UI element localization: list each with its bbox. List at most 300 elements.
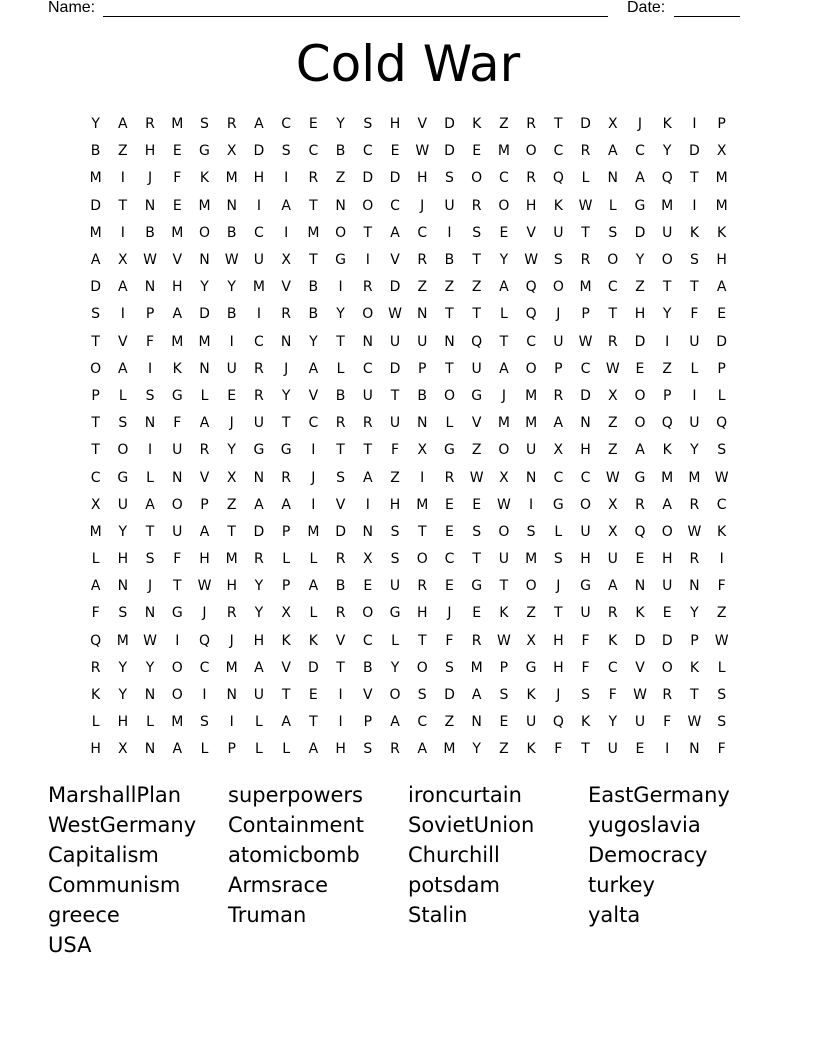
- grid-letter[interactable]: C: [390, 197, 400, 214]
- grid-letter[interactable]: T: [472, 551, 481, 568]
- grid-letter[interactable]: K: [526, 687, 536, 704]
- grid-letter[interactable]: G: [444, 442, 455, 459]
- grid-letter[interactable]: Y: [254, 578, 264, 595]
- grid-letter[interactable]: I: [529, 496, 534, 513]
- grid-letter[interactable]: I: [229, 714, 234, 731]
- grid-letter[interactable]: G: [525, 659, 537, 676]
- grid-letter[interactable]: A: [172, 741, 183, 758]
- grid-letter[interactable]: S: [91, 306, 101, 323]
- grid-letter[interactable]: J: [556, 687, 561, 704]
- grid-letter[interactable]: N: [471, 714, 482, 731]
- grid-letter[interactable]: R: [254, 387, 264, 404]
- grid-letter[interactable]: M: [579, 279, 592, 296]
- grid-letter[interactable]: R: [689, 551, 700, 568]
- grid-letter[interactable]: V: [417, 116, 428, 133]
- grid-letter[interactable]: F: [663, 714, 672, 731]
- grid-letter[interactable]: V: [471, 415, 482, 432]
- grid-letter[interactable]: D: [716, 333, 728, 350]
- grid-letter[interactable]: M: [661, 469, 674, 486]
- grid-letter[interactable]: G: [471, 387, 483, 404]
- grid-letter[interactable]: V: [172, 252, 183, 269]
- grid-letter[interactable]: T: [690, 170, 699, 187]
- grid-letter[interactable]: N: [580, 415, 591, 432]
- grid-letter[interactable]: L: [118, 387, 127, 404]
- grid-letter[interactable]: D: [90, 197, 101, 214]
- grid-letter[interactable]: W: [578, 197, 593, 214]
- grid-letter[interactable]: C: [635, 143, 645, 160]
- grid-letter[interactable]: H: [389, 116, 401, 133]
- grid-letter[interactable]: C: [199, 659, 210, 676]
- grid-letter[interactable]: B: [308, 306, 319, 323]
- grid-letter[interactable]: L: [445, 415, 454, 432]
- grid-letter[interactable]: U: [580, 523, 591, 540]
- grid-letter[interactable]: M: [307, 523, 320, 540]
- grid-letter[interactable]: U: [553, 224, 564, 241]
- grid-letter[interactable]: K: [199, 170, 210, 187]
- grid-letter[interactable]: D: [389, 170, 401, 187]
- grid-letter[interactable]: J: [229, 632, 234, 649]
- grid-letter[interactable]: L: [717, 659, 726, 676]
- grid-letter[interactable]: N: [416, 415, 428, 432]
- grid-letter[interactable]: U: [389, 415, 401, 432]
- grid-letter[interactable]: K: [717, 523, 727, 540]
- grid-letter[interactable]: R: [335, 415, 346, 432]
- grid-letter[interactable]: A: [716, 279, 727, 296]
- grid-letter[interactable]: I: [719, 551, 724, 568]
- grid-letter[interactable]: I: [420, 469, 425, 486]
- grid-letter[interactable]: R: [145, 116, 155, 133]
- grid-letter[interactable]: H: [253, 170, 265, 187]
- grid-letter[interactable]: A: [90, 578, 101, 595]
- grid-letter[interactable]: T: [445, 306, 454, 323]
- grid-letter[interactable]: L: [690, 360, 699, 377]
- grid-letter[interactable]: I: [365, 496, 370, 513]
- grid-letter[interactable]: T: [336, 333, 345, 350]
- grid-letter[interactable]: J: [284, 360, 289, 377]
- grid-letter[interactable]: O: [171, 659, 183, 676]
- grid-letter[interactable]: U: [471, 360, 482, 377]
- grid-letter[interactable]: C: [254, 224, 264, 241]
- grid-letter[interactable]: R: [281, 469, 291, 486]
- grid-letter[interactable]: F: [581, 659, 590, 676]
- grid-letter[interactable]: S: [689, 252, 699, 269]
- grid-letter[interactable]: J: [556, 578, 561, 595]
- grid-letter[interactable]: M: [525, 387, 538, 404]
- grid-letter[interactable]: S: [417, 687, 427, 704]
- grid-letter[interactable]: C: [362, 143, 373, 160]
- grid-letter[interactable]: U: [253, 252, 265, 269]
- grid-letter[interactable]: U: [226, 360, 237, 377]
- grid-letter[interactable]: Y: [91, 116, 100, 133]
- grid-letter[interactable]: Z: [471, 442, 482, 459]
- grid-letter[interactable]: D: [444, 687, 455, 704]
- grid-letter[interactable]: Y: [336, 116, 345, 133]
- grid-letter[interactable]: E: [445, 523, 454, 540]
- grid-letter[interactable]: Y: [662, 306, 672, 323]
- grid-letter[interactable]: O: [90, 360, 102, 377]
- grid-letter[interactable]: O: [171, 496, 183, 513]
- grid-letter[interactable]: Z: [662, 360, 672, 377]
- grid-letter[interactable]: H: [144, 143, 156, 160]
- grid-letter[interactable]: F: [173, 170, 182, 187]
- grid-letter[interactable]: N: [634, 578, 646, 595]
- grid-letter[interactable]: K: [172, 360, 182, 377]
- grid-letter[interactable]: L: [91, 551, 100, 568]
- grid-letter[interactable]: B: [308, 279, 319, 296]
- grid-letter[interactable]: N: [444, 333, 455, 350]
- grid-letter[interactable]: V: [335, 632, 346, 649]
- grid-letter[interactable]: R: [254, 360, 264, 377]
- grid-letter[interactable]: A: [499, 360, 509, 377]
- grid-letter[interactable]: T: [309, 252, 318, 269]
- grid-letter[interactable]: S: [390, 551, 400, 568]
- grid-letter[interactable]: C: [308, 143, 319, 160]
- grid-letter[interactable]: Y: [662, 143, 672, 160]
- grid-letter[interactable]: R: [199, 442, 210, 459]
- grid-letter[interactable]: D: [580, 387, 591, 404]
- grid-letter[interactable]: O: [335, 224, 347, 241]
- grid-letter[interactable]: K: [608, 632, 618, 649]
- grid-letter[interactable]: R: [90, 659, 101, 676]
- grid-letter[interactable]: M: [470, 659, 483, 676]
- grid-letter[interactable]: R: [607, 333, 618, 350]
- grid-letter[interactable]: K: [526, 741, 536, 758]
- grid-letter[interactable]: V: [335, 496, 346, 513]
- grid-letter[interactable]: I: [147, 360, 153, 377]
- grid-letter[interactable]: D: [307, 659, 319, 676]
- grid-letter[interactable]: Z: [226, 496, 237, 513]
- grid-letter[interactable]: E: [635, 551, 645, 568]
- grid-letter[interactable]: O: [525, 143, 537, 160]
- grid-letter[interactable]: B: [444, 252, 455, 269]
- grid-letter[interactable]: I: [338, 687, 343, 704]
- grid-letter[interactable]: O: [661, 252, 673, 269]
- grid-letter[interactable]: M: [225, 659, 238, 676]
- grid-letter[interactable]: D: [661, 632, 673, 649]
- grid-letter[interactable]: Q: [661, 415, 673, 432]
- grid-letter[interactable]: A: [662, 496, 672, 513]
- grid-letter[interactable]: D: [199, 306, 210, 323]
- grid-letter[interactable]: S: [717, 714, 727, 731]
- date-blank-line[interactable]: [674, 16, 740, 17]
- grid-letter[interactable]: O: [607, 252, 619, 269]
- grid-letter[interactable]: A: [281, 496, 291, 513]
- grid-letter[interactable]: I: [256, 197, 261, 214]
- grid-letter[interactable]: H: [389, 496, 401, 513]
- grid-letter[interactable]: M: [525, 551, 538, 568]
- grid-letter[interactable]: A: [145, 496, 155, 513]
- grid-letter[interactable]: V: [635, 659, 645, 676]
- grid-letter[interactable]: O: [580, 496, 592, 513]
- grid-letter[interactable]: P: [227, 741, 236, 758]
- grid-letter[interactable]: L: [255, 714, 263, 731]
- grid-letter[interactable]: W: [714, 469, 729, 486]
- grid-letter[interactable]: T: [172, 578, 182, 595]
- grid-letter[interactable]: M: [525, 415, 538, 432]
- grid-letter[interactable]: E: [662, 605, 672, 622]
- grid-letter[interactable]: L: [581, 170, 590, 187]
- grid-letter[interactable]: J: [420, 197, 425, 214]
- grid-letter[interactable]: U: [662, 578, 673, 595]
- grid-letter[interactable]: C: [553, 469, 564, 486]
- grid-letter[interactable]: M: [89, 224, 102, 241]
- grid-letter[interactable]: P: [717, 360, 726, 377]
- grid-letter[interactable]: H: [117, 714, 129, 731]
- grid-letter[interactable]: V: [118, 333, 128, 350]
- grid-letter[interactable]: E: [445, 578, 454, 595]
- grid-letter[interactable]: F: [91, 605, 100, 622]
- grid-letter[interactable]: M: [715, 170, 728, 187]
- grid-letter[interactable]: A: [308, 578, 319, 595]
- grid-letter[interactable]: U: [525, 442, 537, 459]
- grid-letter[interactable]: E: [308, 687, 318, 704]
- grid-letter[interactable]: L: [391, 632, 399, 649]
- grid-letter[interactable]: W: [605, 360, 620, 377]
- grid-letter[interactable]: Y: [227, 279, 236, 296]
- grid-letter[interactable]: E: [363, 578, 373, 595]
- grid-letter[interactable]: M: [715, 197, 728, 214]
- grid-letter[interactable]: A: [553, 415, 564, 432]
- grid-letter[interactable]: K: [689, 659, 700, 676]
- grid-letter[interactable]: Z: [499, 116, 509, 133]
- grid-letter[interactable]: T: [554, 116, 563, 133]
- grid-letter[interactable]: X: [226, 143, 237, 160]
- grid-letter[interactable]: A: [118, 116, 128, 133]
- grid-letter[interactable]: H: [525, 197, 537, 214]
- grid-letter[interactable]: N: [199, 360, 210, 377]
- grid-letter[interactable]: X: [607, 116, 618, 133]
- grid-letter[interactable]: R: [526, 116, 536, 133]
- grid-letter[interactable]: D: [634, 333, 646, 350]
- grid-letter[interactable]: K: [553, 197, 563, 214]
- grid-letter[interactable]: P: [690, 632, 699, 649]
- grid-letter[interactable]: L: [717, 387, 726, 404]
- grid-letter[interactable]: U: [172, 442, 183, 459]
- grid-letter[interactable]: G: [389, 605, 401, 622]
- grid-letter[interactable]: O: [634, 415, 646, 432]
- grid-letter[interactable]: X: [607, 523, 618, 540]
- grid-letter[interactable]: I: [665, 741, 670, 758]
- grid-letter[interactable]: T: [581, 741, 590, 758]
- grid-letter[interactable]: U: [389, 578, 401, 595]
- grid-letter[interactable]: D: [634, 224, 646, 241]
- grid-letter[interactable]: I: [284, 224, 289, 241]
- grid-letter[interactable]: N: [144, 415, 156, 432]
- grid-letter[interactable]: I: [120, 224, 125, 241]
- grid-letter[interactable]: Y: [281, 387, 291, 404]
- grid-letter[interactable]: M: [89, 523, 102, 540]
- grid-letter[interactable]: S: [390, 523, 400, 540]
- grid-letter[interactable]: Z: [444, 714, 455, 731]
- grid-letter[interactable]: A: [90, 252, 101, 269]
- grid-letter[interactable]: W: [469, 469, 484, 486]
- grid-letter[interactable]: T: [118, 197, 128, 214]
- grid-letter[interactable]: C: [362, 360, 373, 377]
- grid-letter[interactable]: A: [607, 578, 618, 595]
- grid-letter[interactable]: Y: [145, 659, 155, 676]
- grid-letter[interactable]: Q: [552, 714, 564, 731]
- grid-letter[interactable]: G: [471, 578, 483, 595]
- grid-letter[interactable]: F: [581, 632, 590, 649]
- grid-letter[interactable]: Y: [690, 442, 699, 459]
- grid-letter[interactable]: Z: [444, 279, 455, 296]
- grid-letter[interactable]: Z: [607, 442, 618, 459]
- grid-letter[interactable]: B: [226, 224, 237, 241]
- grid-letter[interactable]: H: [90, 741, 101, 758]
- grid-letter[interactable]: B: [335, 578, 346, 595]
- grid-letter[interactable]: V: [281, 279, 291, 296]
- grid-letter[interactable]: S: [717, 442, 727, 459]
- grid-letter[interactable]: J: [229, 415, 234, 432]
- grid-letter[interactable]: O: [661, 659, 673, 676]
- grid-letter[interactable]: G: [634, 197, 646, 214]
- grid-letter[interactable]: L: [146, 469, 154, 486]
- grid-letter[interactable]: T: [554, 605, 563, 622]
- grid-letter[interactable]: T: [417, 523, 427, 540]
- grid-letter[interactable]: D: [389, 279, 401, 296]
- grid-letter[interactable]: A: [118, 279, 128, 296]
- grid-letter[interactable]: D: [444, 116, 455, 133]
- grid-letter[interactable]: G: [253, 442, 265, 459]
- grid-letter[interactable]: W: [578, 333, 593, 350]
- grid-letter[interactable]: A: [390, 714, 400, 731]
- grid-letter[interactable]: P: [145, 306, 155, 323]
- grid-letter[interactable]: K: [635, 605, 645, 622]
- grid-letter[interactable]: M: [225, 170, 238, 187]
- grid-letter[interactable]: Y: [118, 687, 128, 704]
- grid-letter[interactable]: R: [471, 632, 482, 649]
- grid-letter[interactable]: K: [662, 442, 672, 459]
- grid-letter[interactable]: L: [309, 605, 318, 622]
- grid-letter[interactable]: Y: [227, 442, 236, 459]
- grid-letter[interactable]: C: [553, 143, 564, 160]
- grid-letter[interactable]: W: [415, 143, 430, 160]
- grid-letter[interactable]: J: [147, 170, 153, 187]
- grid-letter[interactable]: V: [390, 252, 400, 269]
- grid-letter[interactable]: N: [280, 333, 292, 350]
- grid-letter[interactable]: Y: [390, 659, 400, 676]
- grid-letter[interactable]: X: [553, 442, 564, 459]
- grid-letter[interactable]: L: [146, 714, 154, 731]
- grid-letter[interactable]: R: [226, 116, 237, 133]
- grid-letter[interactable]: I: [120, 170, 125, 187]
- grid-letter[interactable]: R: [417, 252, 428, 269]
- grid-letter[interactable]: M: [89, 170, 102, 187]
- grid-letter[interactable]: S: [145, 551, 155, 568]
- grid-letter[interactable]: A: [607, 143, 618, 160]
- grid-letter[interactable]: W: [524, 252, 539, 269]
- grid-letter[interactable]: I: [365, 252, 370, 269]
- grid-letter[interactable]: C: [580, 469, 591, 486]
- grid-letter[interactable]: U: [634, 714, 646, 731]
- grid-letter[interactable]: O: [416, 551, 428, 568]
- grid-letter[interactable]: M: [171, 333, 184, 350]
- grid-letter[interactable]: F: [390, 442, 400, 459]
- grid-letter[interactable]: T: [690, 687, 699, 704]
- grid-letter[interactable]: K: [717, 224, 727, 241]
- grid-letter[interactable]: U: [580, 605, 591, 622]
- grid-letter[interactable]: Y: [118, 659, 128, 676]
- grid-letter[interactable]: Z: [335, 170, 346, 187]
- grid-letter[interactable]: H: [553, 632, 564, 649]
- grid-letter[interactable]: W: [714, 632, 729, 649]
- grid-letter[interactable]: Z: [417, 279, 428, 296]
- grid-letter[interactable]: L: [91, 714, 100, 731]
- grid-letter[interactable]: C: [308, 415, 319, 432]
- grid-letter[interactable]: N: [199, 252, 210, 269]
- grid-letter[interactable]: A: [635, 170, 645, 187]
- grid-letter[interactable]: K: [281, 632, 291, 649]
- grid-letter[interactable]: T: [662, 279, 672, 296]
- grid-letter[interactable]: S: [118, 605, 128, 622]
- grid-letter[interactable]: W: [388, 306, 402, 323]
- grid-letter[interactable]: N: [362, 523, 374, 540]
- grid-letter[interactable]: U: [498, 551, 510, 568]
- grid-letter[interactable]: S: [336, 469, 346, 486]
- grid-letter[interactable]: R: [362, 279, 373, 296]
- grid-letter[interactable]: A: [308, 741, 319, 758]
- grid-letter[interactable]: Z: [471, 279, 482, 296]
- grid-letter[interactable]: N: [689, 578, 700, 595]
- grid-letter[interactable]: M: [171, 224, 184, 241]
- grid-letter[interactable]: H: [172, 279, 183, 296]
- grid-letter[interactable]: X: [607, 496, 618, 513]
- grid-letter[interactable]: Y: [254, 605, 264, 622]
- grid-letter[interactable]: A: [363, 469, 373, 486]
- grid-letter[interactable]: Z: [607, 415, 618, 432]
- grid-letter[interactable]: D: [580, 116, 591, 133]
- grid-letter[interactable]: T: [363, 224, 373, 241]
- grid-letter[interactable]: G: [171, 387, 183, 404]
- grid-letter[interactable]: A: [281, 197, 291, 214]
- grid-letter[interactable]: T: [690, 279, 699, 296]
- grid-letter[interactable]: P: [418, 360, 427, 377]
- grid-letter[interactable]: I: [665, 333, 670, 350]
- grid-letter[interactable]: V: [199, 469, 210, 486]
- grid-letter[interactable]: S: [472, 224, 482, 241]
- grid-letter[interactable]: M: [225, 551, 238, 568]
- grid-letter[interactable]: E: [717, 306, 727, 323]
- grid-letter[interactable]: N: [525, 469, 537, 486]
- grid-letter[interactable]: C: [444, 551, 455, 568]
- grid-letter[interactable]: O: [498, 523, 510, 540]
- grid-letter[interactable]: Q: [552, 170, 564, 187]
- grid-letter[interactable]: U: [117, 496, 128, 513]
- grid-letter[interactable]: E: [172, 143, 182, 160]
- grid-letter[interactable]: D: [335, 523, 346, 540]
- grid-letter[interactable]: G: [335, 252, 346, 269]
- grid-letter[interactable]: T: [363, 442, 373, 459]
- grid-letter[interactable]: I: [202, 687, 207, 704]
- grid-letter[interactable]: Z: [499, 741, 509, 758]
- grid-letter[interactable]: A: [308, 360, 319, 377]
- grid-letter[interactable]: Q: [661, 170, 673, 187]
- grid-letter[interactable]: M: [497, 143, 510, 160]
- grid-letter[interactable]: O: [498, 442, 510, 459]
- grid-letter[interactable]: Q: [716, 415, 728, 432]
- grid-letter[interactable]: T: [390, 387, 400, 404]
- grid-letter[interactable]: L: [200, 387, 209, 404]
- grid-letter[interactable]: N: [607, 170, 618, 187]
- grid-letter[interactable]: X: [118, 252, 128, 269]
- grid-letter[interactable]: X: [363, 551, 373, 568]
- grid-letter[interactable]: F: [445, 632, 454, 649]
- grid-letter[interactable]: N: [689, 741, 700, 758]
- grid-letter[interactable]: Y: [472, 741, 481, 758]
- grid-letter[interactable]: F: [173, 551, 182, 568]
- grid-letter[interactable]: U: [253, 687, 265, 704]
- grid-letter[interactable]: K: [472, 116, 482, 133]
